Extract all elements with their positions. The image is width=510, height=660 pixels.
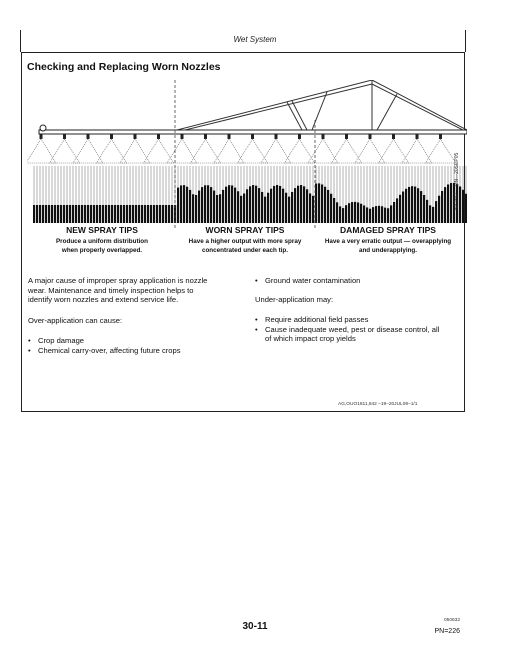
distribution-bar — [285, 193, 287, 223]
distribution-bar — [405, 189, 407, 223]
distribution-bar — [246, 189, 248, 223]
distribution-bar — [462, 190, 464, 223]
distribution-bar — [348, 203, 350, 223]
nozzle-tip — [63, 134, 66, 139]
distribution-bar — [312, 196, 314, 223]
distribution-bar — [72, 205, 74, 223]
distribution-bar — [162, 205, 164, 223]
distribution-bar — [264, 197, 266, 223]
distribution-bar — [309, 193, 311, 223]
distribution-bar — [159, 205, 161, 223]
under-application-list — [255, 315, 465, 344]
distribution-bar — [186, 187, 188, 223]
distribution-bar — [54, 205, 56, 223]
nozzle-tip — [204, 134, 207, 139]
distribution-bar — [342, 208, 344, 223]
distribution-bar — [303, 186, 305, 223]
distribution-bar — [330, 194, 332, 223]
distribution-bar — [102, 205, 104, 223]
distribution-bar — [321, 184, 323, 223]
distribution-bar — [117, 205, 119, 223]
damaged-tips-desc: Have a very erratic output — overapplying and underapplying. — [324, 238, 452, 254]
nozzle-tip — [392, 134, 395, 139]
spray-boom — [39, 130, 467, 134]
distribution-bar — [423, 195, 425, 223]
distribution-bar — [324, 187, 326, 223]
distribution-bar — [87, 205, 89, 223]
distribution-bar — [147, 205, 149, 223]
distribution-bar — [234, 188, 236, 223]
distribution-bar — [369, 209, 371, 223]
page-number: 30-11 — [242, 621, 268, 632]
nozzle-tip — [87, 134, 90, 139]
distribution-bar — [408, 187, 410, 223]
distribution-bar — [447, 184, 449, 223]
distribution-bar — [291, 192, 293, 223]
list-item: • Crop damage — [28, 336, 85, 345]
distribution-bar — [258, 188, 260, 223]
nozzle-tip — [228, 134, 231, 139]
distribution-bar — [354, 202, 356, 223]
distribution-bar — [168, 205, 170, 223]
nozzle-tip — [439, 134, 442, 139]
list-item: • Chemical carry-over, affecting future crops — [28, 345, 181, 355]
distribution-bar — [339, 206, 341, 223]
list-item: • Require additional field passes — [255, 315, 369, 324]
distribution-bar — [243, 193, 245, 223]
distribution-bar — [429, 205, 431, 223]
distribution-bar — [105, 205, 107, 223]
spray-pattern-bars — [33, 166, 467, 223]
distribution-bar — [366, 207, 368, 223]
distribution-bar — [417, 188, 419, 223]
distribution-bar — [66, 205, 68, 223]
distribution-bar — [363, 205, 365, 223]
distribution-bar — [276, 185, 278, 223]
nozzle-tip — [298, 134, 301, 139]
distribution-bar — [282, 189, 284, 223]
distribution-bar — [78, 205, 80, 223]
list-item: • Ground water contamination — [255, 276, 361, 285]
distribution-bar — [297, 186, 299, 223]
distribution-bar — [201, 187, 203, 223]
distribution-bar — [45, 205, 47, 223]
distribution-bar — [198, 191, 200, 223]
document-reference-code: AG,OUO1811,842 –19–20JUL09–1/1 — [338, 402, 418, 407]
distribution-bar — [294, 188, 296, 223]
over-application-heading: Over-application can cause: — [28, 316, 123, 325]
intro-paragraph: A major cause of improper spray application is nozzle wear. Maintenance and timely inspection helps to identify worn nozzles and extend service life. — [28, 276, 208, 305]
distribution-bar — [345, 205, 347, 223]
distribution-bar — [123, 205, 125, 223]
distribution-bar — [255, 186, 257, 223]
nozzle-tip — [416, 134, 419, 139]
distribution-bar — [207, 185, 209, 223]
distribution-bar — [261, 192, 263, 223]
distribution-bar — [450, 183, 452, 223]
distribution-bar — [195, 195, 197, 223]
distribution-bar — [126, 205, 128, 223]
distribution-bar — [60, 205, 62, 223]
new-tips-heading: NEW SPRAY TIPS — [66, 225, 138, 235]
under-application-heading: Under-application may: — [255, 295, 334, 304]
nozzle-tip — [134, 134, 137, 139]
distribution-bar — [204, 185, 206, 223]
distribution-bar — [375, 206, 377, 223]
distribution-bar — [210, 187, 212, 223]
distribution-bar — [135, 205, 137, 223]
distribution-bar — [180, 185, 182, 223]
worn-tips-heading: WORN SPRAY TIPS — [205, 225, 285, 235]
distribution-bar — [90, 205, 92, 223]
distribution-bar — [93, 205, 95, 223]
nozzle-tip — [157, 134, 160, 139]
distribution-bar — [240, 196, 242, 223]
nozzle-tip — [322, 134, 325, 139]
distribution-bar — [399, 195, 401, 223]
distribution-bar — [231, 185, 233, 223]
distribution-bar — [42, 205, 44, 223]
distribution-bar — [213, 191, 215, 223]
distribution-bar — [156, 205, 158, 223]
distribution-bar — [183, 185, 185, 223]
distribution-bar — [414, 187, 416, 223]
distribution-bar — [372, 207, 374, 223]
distribution-bar — [81, 205, 83, 223]
distribution-bar — [177, 188, 179, 223]
distribution-bar — [393, 202, 395, 223]
distribution-bar — [378, 206, 380, 223]
distribution-bar — [114, 205, 116, 223]
worn-tips-desc: Have a higher output with more spray concentrated under each tip. — [188, 238, 302, 254]
distribution-bar — [249, 186, 251, 223]
distribution-bar — [441, 191, 443, 223]
distribution-bar — [165, 205, 167, 223]
distribution-bar — [381, 206, 383, 223]
boom-truss — [177, 80, 467, 132]
figure-reference: N37847 —UN—20SEP05 — [454, 152, 460, 210]
running-header: Wet System — [233, 35, 277, 44]
distribution-bar — [144, 205, 146, 223]
distribution-bar — [222, 190, 224, 223]
distribution-bar — [465, 194, 467, 223]
distribution-bar — [435, 201, 437, 223]
distribution-bar — [237, 191, 239, 223]
distribution-bar — [357, 202, 359, 223]
distribution-bar — [411, 186, 413, 223]
distribution-bar — [51, 205, 53, 223]
distribution-bar — [216, 195, 218, 223]
distribution-bar — [84, 205, 86, 223]
nozzle-row — [27, 134, 456, 163]
distribution-bar — [57, 205, 59, 223]
distribution-bar — [141, 205, 143, 223]
distribution-bar — [270, 189, 272, 223]
contamination-list — [255, 276, 465, 286]
distribution-bar — [120, 205, 122, 223]
distribution-bar — [273, 186, 275, 223]
distribution-bar — [396, 198, 398, 223]
distribution-bar — [390, 205, 392, 223]
new-tips-desc: Produce a uniform distribution when properly overlapped. — [55, 238, 148, 254]
nozzle-tip — [110, 134, 113, 139]
distribution-bar — [438, 196, 440, 223]
footer-pn: PN=226 — [434, 628, 460, 635]
distribution-bar — [444, 187, 446, 223]
distribution-bar — [33, 205, 35, 223]
over-application-list — [28, 336, 248, 355]
distribution-bar — [99, 205, 101, 223]
distribution-bar — [192, 194, 194, 223]
nozzle-tip — [40, 134, 43, 139]
distribution-bar — [402, 191, 404, 223]
distribution-bar — [333, 198, 335, 223]
distribution-bar — [108, 205, 110, 223]
distribution-bar — [225, 187, 227, 223]
distribution-bar — [387, 208, 389, 223]
nozzle-tip — [345, 134, 348, 139]
nozzle-tip — [251, 134, 254, 139]
nozzle-tip — [181, 134, 184, 139]
nozzle-tip — [275, 134, 278, 139]
distribution-bar — [288, 197, 290, 223]
section-title: Checking and Replacing Worn Nozzles — [27, 61, 221, 73]
distribution-bar — [75, 205, 77, 223]
distribution-bar — [189, 190, 191, 223]
distribution-bar — [351, 202, 353, 223]
boom-end-marker — [40, 125, 46, 131]
distribution-bar — [426, 200, 428, 223]
distribution-bar — [252, 185, 254, 223]
distribution-bar — [300, 185, 302, 223]
distribution-bar — [420, 191, 422, 223]
distribution-bar — [132, 205, 134, 223]
distribution-bar — [306, 189, 308, 223]
distribution-bar — [336, 202, 338, 223]
list-item: • Cause inadequate weed, pest or disease control, all of which impact crop yields — [255, 324, 440, 344]
distribution-bar — [228, 185, 230, 223]
distribution-bar — [36, 205, 38, 223]
distribution-bar — [153, 205, 155, 223]
distribution-bar — [279, 186, 281, 223]
distribution-bar — [171, 205, 173, 223]
distribution-bar — [360, 204, 362, 223]
distribution-bar — [69, 205, 71, 223]
distribution-bar — [219, 194, 221, 223]
distribution-bar — [150, 205, 152, 223]
distribution-bar — [384, 208, 386, 223]
distribution-bar — [48, 205, 50, 223]
distribution-bar — [111, 205, 113, 223]
distribution-bar — [63, 205, 65, 223]
distribution-bar — [327, 190, 329, 223]
distribution-bar — [39, 205, 41, 223]
distribution-bar — [267, 193, 269, 223]
distribution-bar — [96, 205, 98, 223]
distribution-bar — [318, 183, 320, 223]
distribution-bar — [129, 205, 131, 223]
nozzle-tip — [369, 134, 372, 139]
distribution-bar — [138, 205, 140, 223]
distribution-bar — [432, 207, 434, 223]
damaged-tips-heading: DAMAGED SPRAY TIPS — [340, 225, 436, 235]
footer-code: 050632 — [443, 618, 460, 623]
